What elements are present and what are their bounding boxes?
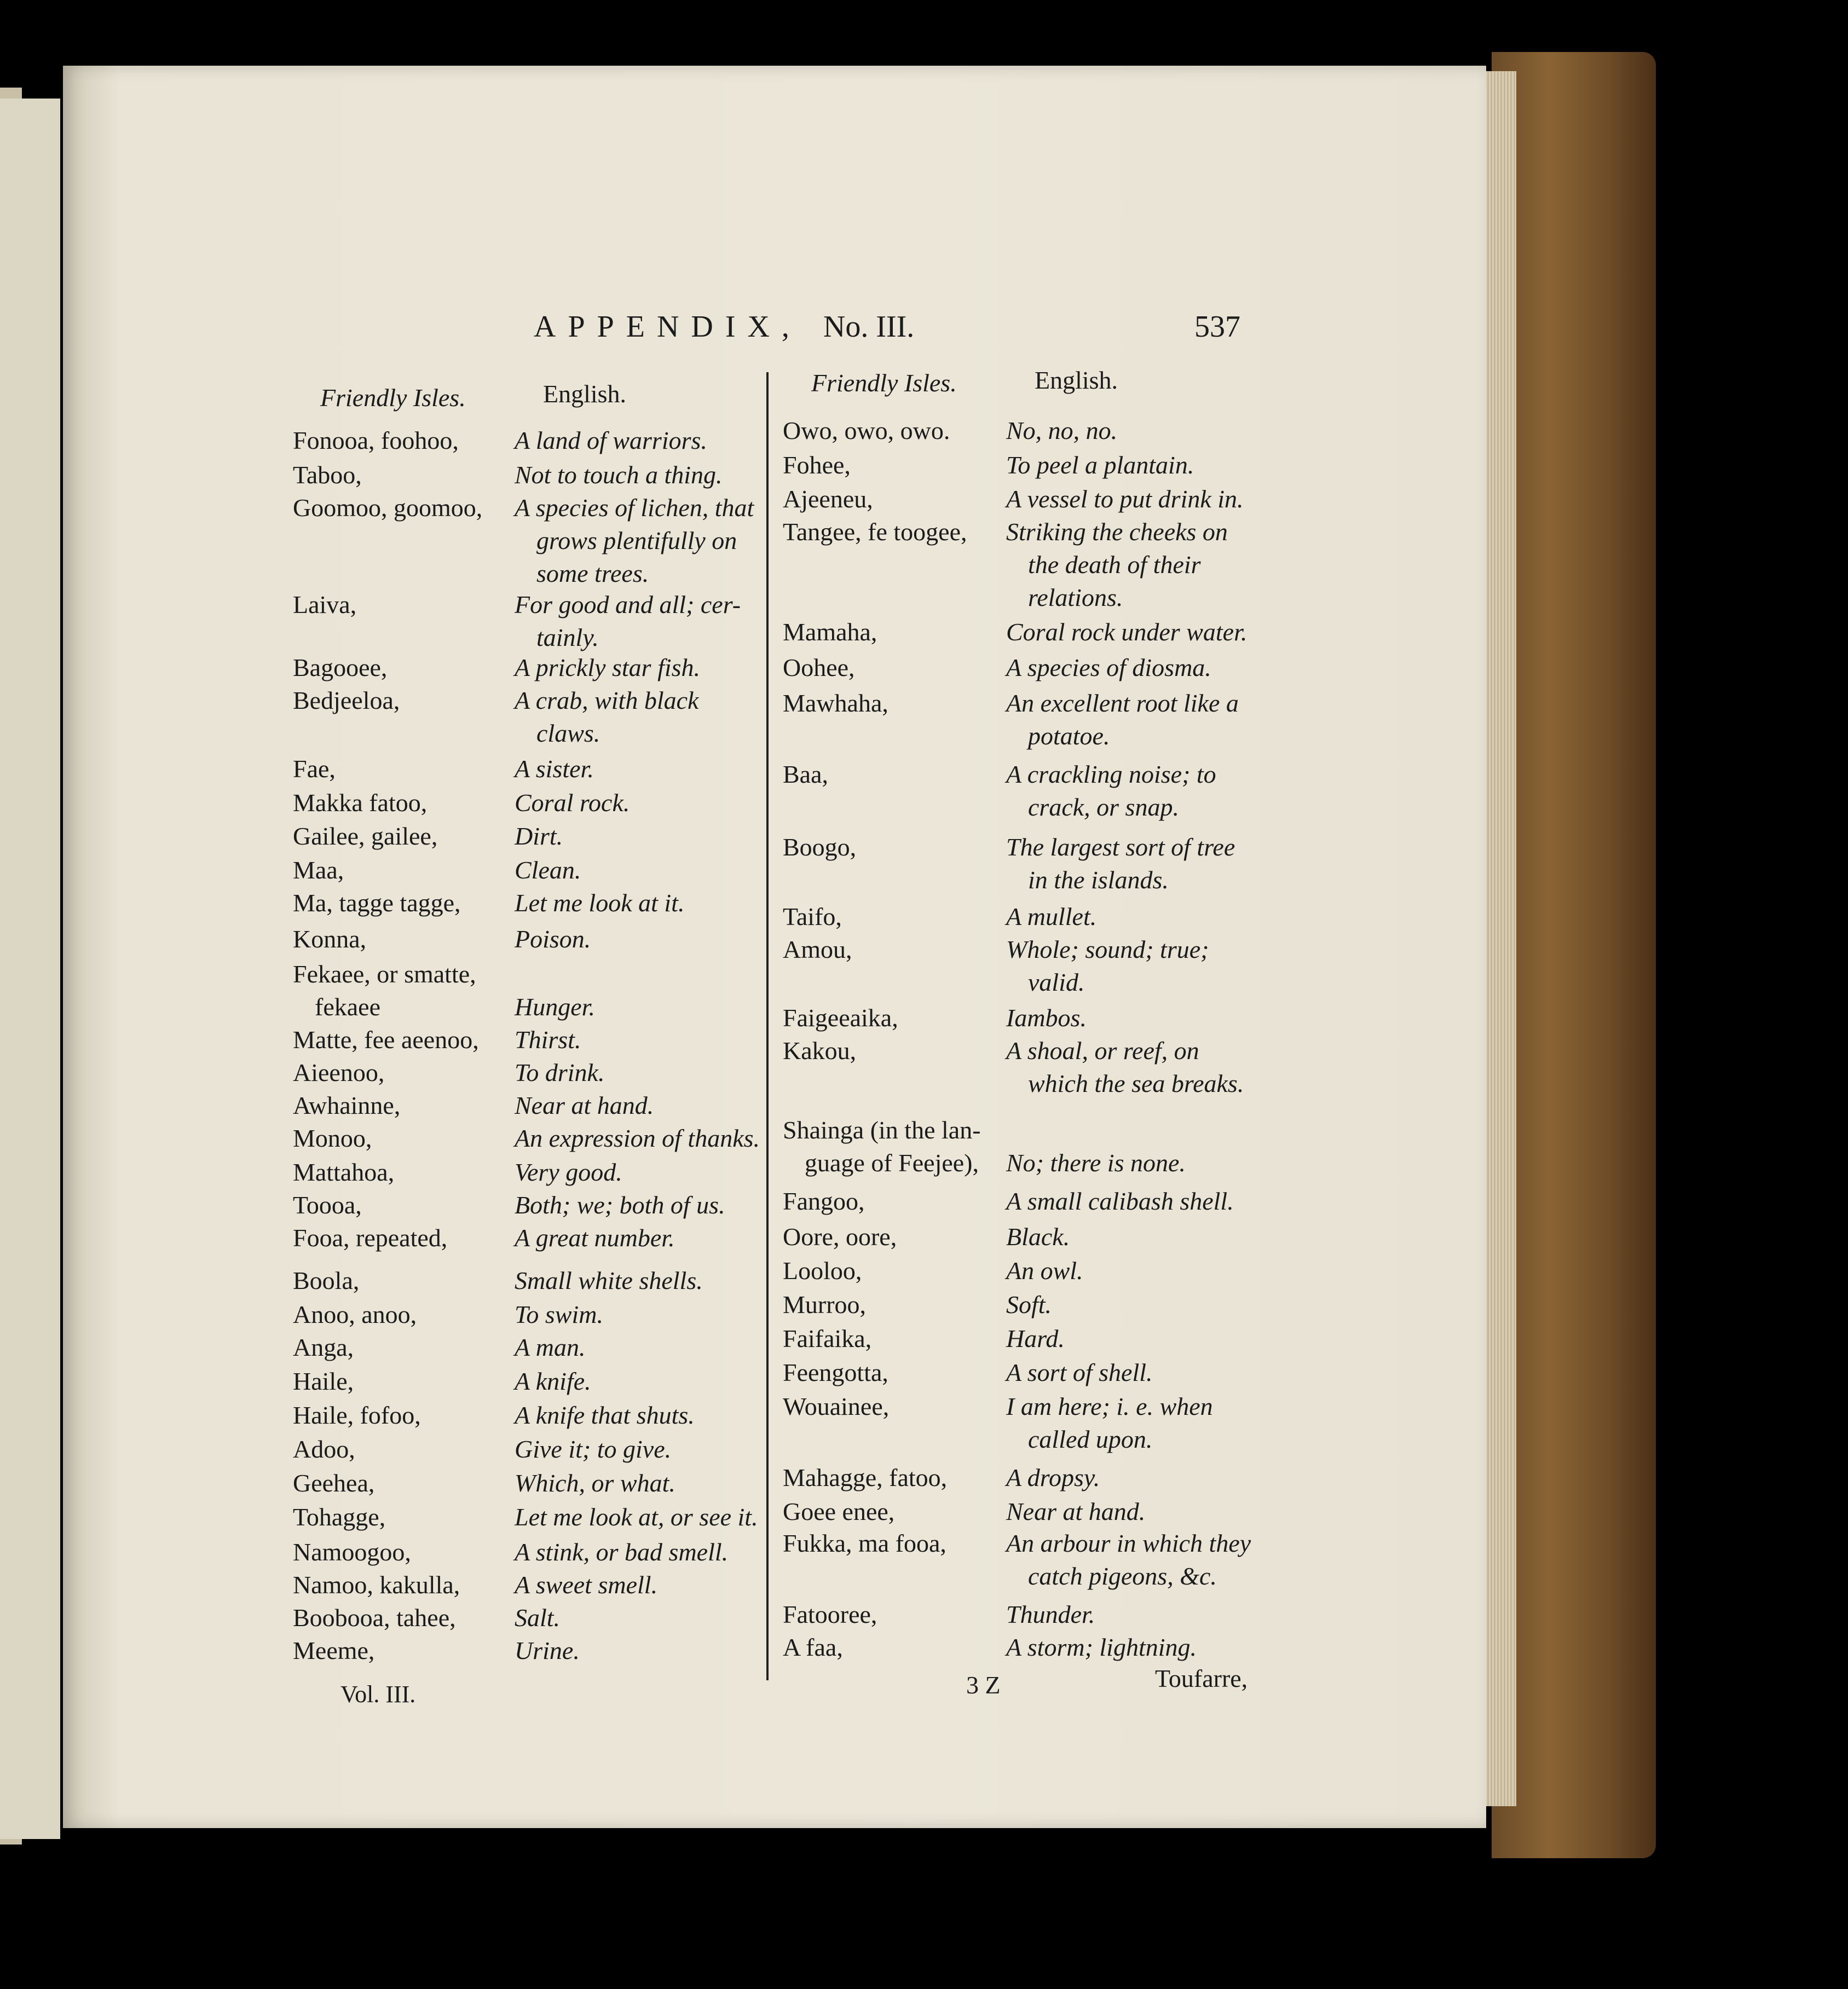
entry-gloss — [515, 1331, 586, 1364]
entry-term-text: Namoogoo, — [293, 1538, 411, 1566]
entry-gloss-line: Both; we; both of us. — [515, 1191, 725, 1219]
entry-gloss-line: A sort of shell. — [1006, 1358, 1153, 1386]
entry-gloss-line: A mullet. — [1006, 903, 1097, 930]
entry-gloss-line: tainly. — [536, 623, 599, 651]
entry-gloss — [515, 1433, 671, 1466]
running-head-title: APPENDIX, — [534, 310, 801, 344]
entry-term-text: Anoo, anoo, — [293, 1300, 417, 1328]
entry-gloss-line: called upon. — [1028, 1425, 1153, 1453]
entry-term-text: Konna, — [293, 925, 367, 953]
entry-term-text: Bagooee, — [293, 654, 388, 681]
entry-term-continuation: fekaee — [315, 993, 380, 1021]
entry-term-text: Tangee, fe toogee, — [783, 518, 967, 546]
entry-gloss-line: Iambos. — [1006, 1004, 1087, 1032]
entry-term — [293, 1024, 479, 1056]
entry-term — [783, 1527, 946, 1560]
entry-gloss — [1006, 414, 1117, 447]
entry-term — [783, 1322, 871, 1355]
entry-term-text: Boobooa, tahee, — [293, 1604, 456, 1632]
page-number: 537 — [1194, 310, 1240, 344]
entry-term-text: Fonooa, foohoo, — [293, 426, 459, 454]
entry-gloss — [1006, 1002, 1087, 1034]
entry-gloss — [1006, 1495, 1145, 1528]
entry-term — [293, 1433, 355, 1466]
entry-gloss — [1006, 1254, 1083, 1287]
catchword: Toufarre, — [1155, 1664, 1248, 1692]
entry-term — [293, 1156, 394, 1189]
entry-gloss — [515, 1264, 703, 1297]
entry-term — [293, 492, 482, 524]
entry-term — [293, 787, 427, 819]
entry-gloss — [1006, 900, 1096, 933]
entry-term — [293, 887, 461, 920]
entry-gloss-line: A knife that shuts. — [515, 1401, 695, 1429]
entry-gloss-line: A land of warriors. — [515, 426, 707, 454]
entry-term-text: Fekaee, or smatte, — [293, 960, 476, 988]
entry-gloss — [515, 1024, 581, 1056]
entry-term — [783, 483, 873, 516]
left-page — [0, 99, 60, 1839]
entry-gloss-line: An excellent root like a — [1006, 689, 1239, 717]
entry-term — [293, 1536, 411, 1569]
entry-term-text: Wouainee, — [783, 1392, 890, 1420]
entry-term — [293, 923, 366, 956]
entry-term — [293, 854, 344, 887]
entry-term — [783, 616, 877, 649]
entry-gloss — [1006, 758, 1216, 824]
entry-term — [293, 1089, 400, 1122]
entry-term-text: Bedjeeloa, — [293, 686, 400, 714]
entry-gloss-line: the death of their — [1028, 551, 1201, 579]
entry-gloss-line: relations. — [1028, 583, 1123, 611]
entry-gloss — [515, 424, 707, 457]
entry-gloss — [515, 588, 741, 654]
entry-gloss-line: A knife. — [515, 1367, 591, 1395]
entry-term — [783, 1356, 888, 1389]
entry-gloss — [515, 492, 754, 590]
entry-term-text: Namoo, kakulla, — [293, 1571, 460, 1599]
entry-gloss-line: An owl. — [1006, 1257, 1083, 1285]
entry-gloss-line: To drink. — [515, 1059, 605, 1086]
entry-gloss-line: A sister. — [515, 755, 594, 783]
entry-term-text: Ajeeneu, — [783, 485, 873, 513]
entry-gloss — [515, 1399, 695, 1432]
entry-gloss — [1006, 1461, 1100, 1494]
entry-term-text: Makka fatoo, — [293, 789, 428, 817]
entry-gloss-line: crack, or snap. — [1028, 793, 1179, 821]
entry-gloss-line: Soft. — [1006, 1291, 1052, 1319]
entry-term-text: Taboo, — [293, 461, 362, 489]
entry-gloss — [515, 854, 581, 887]
entry-gloss-line: Poison. — [515, 925, 591, 953]
entry-gloss-line: An arbour in which they — [1006, 1529, 1251, 1557]
entry-gloss-line: Let me look at, or see it. — [515, 1503, 758, 1531]
entry-gloss-line: A crackling noise; to — [1006, 760, 1216, 788]
entry-gloss-line: Hunger. — [515, 993, 595, 1021]
entry-gloss-line: Not to touch a thing. — [515, 461, 723, 489]
entry-term — [293, 1189, 362, 1222]
entry-term — [783, 516, 967, 548]
entry-gloss-line: Clean. — [515, 856, 581, 884]
entry-term — [293, 958, 476, 1024]
entry-term — [293, 1634, 374, 1667]
entry-term-text: Fatooree, — [783, 1600, 877, 1628]
entry-gloss-line: A man. — [515, 1333, 586, 1361]
entry-term — [293, 459, 362, 492]
entry-term-text: Owo, owo, owo. — [783, 417, 950, 444]
entry-gloss-line: A stink, or bad smell. — [515, 1538, 729, 1566]
entry-gloss — [515, 1056, 604, 1089]
running-head — [534, 309, 914, 344]
entry-gloss — [1006, 831, 1235, 897]
entry-gloss — [1006, 1356, 1153, 1389]
entry-term — [293, 651, 387, 684]
entry-term — [293, 1365, 354, 1398]
entry-term-text: A faa, — [783, 1633, 843, 1661]
entry-term-text: Fae, — [293, 755, 336, 783]
left-heading-term: Friendly Isles. — [320, 384, 466, 412]
entry-gloss-line: Thunder. — [1006, 1600, 1095, 1628]
entry-term-text: Mawhaha, — [783, 689, 888, 717]
entry-gloss-line: potatoe. — [1028, 722, 1110, 750]
entry-term-text: Haile, fofoo, — [293, 1401, 421, 1429]
entry-gloss-line: No; there is none. — [1006, 1149, 1186, 1177]
entry-gloss — [1006, 1185, 1234, 1218]
entry-term-text: Faigeeaika, — [783, 1004, 898, 1032]
entry-term — [783, 1495, 894, 1528]
entry-gloss — [1006, 1390, 1213, 1456]
entry-term — [783, 1461, 947, 1494]
book-cover — [1492, 52, 1656, 1858]
entry-gloss — [1006, 1322, 1065, 1355]
right-heading-gloss: English. — [1035, 366, 1118, 394]
left-heading-gloss: English. — [543, 380, 627, 408]
entry-gloss-line: A storm; lightning. — [1006, 1633, 1197, 1661]
entry-term — [783, 831, 856, 864]
entry-gloss-line: To swim. — [515, 1300, 603, 1328]
entry-gloss — [515, 651, 700, 684]
entry-term-text: Oohee, — [783, 654, 855, 681]
entry-term — [293, 1331, 354, 1364]
entry-term — [783, 651, 855, 684]
entry-gloss-line: A vessel to put drink in. — [1006, 485, 1244, 513]
entry-term-text: Goee enee, — [783, 1497, 895, 1525]
entry-gloss-line: A dropsy. — [1006, 1464, 1100, 1491]
entry-term — [783, 1002, 898, 1034]
entry-gloss-line: Urine. — [515, 1637, 580, 1664]
entry-term — [293, 424, 459, 457]
entry-term-text: Oore, oore, — [783, 1223, 897, 1251]
entry-gloss-line: claws. — [536, 719, 600, 747]
entry-term — [783, 933, 852, 966]
entry-gloss-line: catch pigeons, &c. — [1028, 1562, 1217, 1590]
entry-term-text: Adoo, — [293, 1435, 355, 1463]
entry-term-text: Anga, — [293, 1333, 354, 1361]
entry-gloss — [515, 787, 630, 819]
entry-gloss — [515, 1298, 603, 1331]
volume-label: Vol. III. — [340, 1681, 416, 1708]
entry-term — [293, 1601, 456, 1634]
entry-term-text: Taifo, — [783, 903, 842, 930]
entry-gloss-line: A shoal, or reef, on — [1006, 1037, 1199, 1065]
entry-gloss-line: grows plentifully on — [536, 527, 737, 554]
entry-gloss — [1006, 1034, 1244, 1100]
entry-gloss-line: A species of diosma. — [1006, 654, 1211, 681]
entry-gloss-line: Let me look at it. — [515, 889, 685, 917]
entry-gloss — [515, 1601, 560, 1634]
entry-gloss-line: in the islands. — [1028, 866, 1169, 894]
entry-gloss-line: Coral rock. — [515, 789, 630, 817]
entry-gloss-line: Hard. — [1006, 1325, 1065, 1352]
entry-gloss-line: A sweet smell. — [515, 1571, 658, 1599]
entry-term — [293, 684, 400, 717]
entry-term — [783, 414, 950, 447]
entry-gloss — [1006, 1631, 1197, 1664]
entry-term — [783, 687, 888, 720]
entry-term — [783, 1288, 866, 1321]
entry-gloss — [1006, 1527, 1251, 1593]
entry-term-text: Looloo, — [783, 1257, 862, 1285]
entry-term-text: Fohee, — [783, 451, 851, 479]
entry-term — [783, 758, 828, 791]
entry-gloss-line: some trees. — [536, 559, 649, 587]
entry-term-text: Maa, — [293, 856, 344, 884]
entry-term — [293, 1399, 421, 1432]
entry-term-text: Faifaika, — [783, 1325, 872, 1352]
entry-term — [293, 1298, 417, 1331]
entry-gloss-line: Salt. — [515, 1604, 561, 1632]
entry-term-text: Mamaha, — [783, 618, 877, 646]
entry-term-text: Boogo, — [783, 833, 857, 861]
entry-term-text: Gailee, gailee, — [293, 822, 438, 850]
entry-term — [293, 1264, 359, 1297]
signature-mark: 3 Z — [966, 1671, 1001, 1699]
entry-gloss — [515, 887, 684, 920]
entry-term-text: Amou, — [783, 935, 852, 963]
entry-term — [783, 1598, 877, 1631]
entry-term-text: Fooa, repeated, — [293, 1224, 448, 1252]
entry-term-text: Laiva, — [293, 591, 357, 618]
entry-term-text: Monoo, — [293, 1124, 372, 1152]
entry-gloss-line: Whole; sound; true; — [1006, 935, 1209, 963]
entry-gloss-line: Which, or what. — [515, 1469, 675, 1497]
entry-gloss — [1006, 687, 1239, 753]
entry-term-text: Geehea, — [293, 1469, 375, 1497]
entry-term-text: Feengotta, — [783, 1358, 888, 1386]
entry-gloss — [515, 459, 723, 492]
entry-term-text: Baa, — [783, 760, 829, 788]
entry-gloss — [515, 1634, 580, 1667]
entry-gloss — [1006, 449, 1194, 482]
entry-gloss — [1006, 651, 1211, 684]
entry-gloss-line: which the sea breaks. — [1028, 1069, 1244, 1097]
entry-gloss — [515, 991, 595, 1024]
entry-term-text: Tohagge, — [293, 1503, 386, 1531]
entry-gloss-line: Give it; to give. — [515, 1435, 672, 1463]
entry-term — [783, 1390, 889, 1423]
right-heading-term: Friendly Isles. — [811, 369, 957, 397]
entry-term-text: Kakou, — [783, 1037, 857, 1065]
entry-term-continuation: guage of Feejee), — [805, 1149, 979, 1177]
entry-gloss — [515, 1089, 654, 1122]
entry-term — [293, 1501, 385, 1534]
entry-term — [293, 588, 356, 621]
entry-gloss — [515, 1569, 657, 1601]
entry-term — [783, 1114, 981, 1179]
entry-term-text: Shainga (in the lan- — [783, 1116, 981, 1144]
entry-gloss — [1006, 516, 1228, 614]
entry-term-text: Murroo, — [783, 1291, 867, 1319]
entry-term-text: Aieenoo, — [293, 1059, 385, 1086]
entry-gloss — [515, 1156, 622, 1189]
entry-term-text: Toooa, — [293, 1191, 362, 1219]
entry-gloss-line: Thirst. — [515, 1026, 581, 1054]
entry-gloss-line: The largest sort of tree — [1006, 833, 1235, 861]
entry-term-text: Meeme, — [293, 1637, 375, 1664]
entry-term-text: Fangoo, — [783, 1187, 865, 1215]
entry-gloss — [515, 753, 594, 785]
entry-term — [783, 1221, 897, 1253]
entry-gloss — [515, 1122, 760, 1155]
entry-gloss — [515, 1189, 725, 1222]
entry-gloss-line: I am here; i. e. when — [1006, 1392, 1213, 1420]
entry-term — [293, 1569, 460, 1601]
entry-term — [783, 449, 851, 482]
entry-term-text: Haile, — [293, 1367, 354, 1395]
entry-gloss-line: A small calibash shell. — [1006, 1187, 1234, 1215]
entry-gloss — [1006, 1598, 1095, 1631]
entry-term — [293, 753, 336, 785]
entry-gloss-line: Near at hand. — [1006, 1497, 1146, 1525]
entry-term — [293, 1122, 372, 1155]
entry-term — [293, 1056, 384, 1089]
entry-gloss-line: An expression of thanks. — [515, 1124, 760, 1152]
entry-gloss — [515, 1222, 675, 1254]
entry-gloss — [515, 684, 698, 750]
entry-gloss-line: A crab, with black — [515, 686, 699, 714]
entry-gloss-line: valid. — [1028, 968, 1085, 996]
running-head-number: No. III. — [823, 310, 915, 344]
column-rule — [766, 372, 769, 1680]
entry-gloss-line: To peel a plantain. — [1006, 451, 1194, 479]
entry-gloss-line: For good and all; cer- — [515, 591, 741, 618]
entry-gloss-line: No, no, no. — [1006, 417, 1118, 444]
entry-term — [293, 1222, 447, 1254]
entry-gloss-line: A species of lichen, that — [515, 494, 754, 522]
entry-term-text: Ma, tagge tagge, — [293, 889, 461, 917]
entry-gloss — [515, 1536, 728, 1569]
entry-term — [293, 1467, 374, 1500]
entry-term — [783, 1631, 843, 1664]
entry-term — [783, 1185, 865, 1218]
entry-term — [293, 820, 437, 853]
entry-gloss — [515, 923, 591, 956]
entry-term — [783, 1034, 856, 1067]
entry-term — [783, 900, 842, 933]
entry-gloss-line: Black. — [1006, 1223, 1070, 1251]
entry-term-text: Mattahoa, — [293, 1158, 395, 1186]
entry-gloss — [515, 820, 563, 853]
entry-gloss-line: Striking the cheeks on — [1006, 518, 1228, 546]
entry-gloss — [1006, 1147, 1186, 1179]
entry-gloss — [515, 1365, 591, 1398]
entry-gloss — [1006, 933, 1209, 999]
entry-gloss — [1006, 1288, 1052, 1321]
entry-gloss-line: Near at hand. — [515, 1091, 654, 1119]
entry-gloss — [1006, 1221, 1070, 1253]
entry-gloss — [515, 1501, 758, 1534]
entry-gloss — [515, 1467, 675, 1500]
entry-term-text: Fukka, ma fooa, — [783, 1529, 946, 1557]
entry-gloss-line: Very good. — [515, 1158, 622, 1186]
entry-term-text: Mahagge, fatoo, — [783, 1464, 948, 1491]
entry-gloss-line: Dirt. — [515, 822, 563, 850]
entry-gloss-line: A prickly star fish. — [515, 654, 701, 681]
entry-term-text: Matte, fee aeenoo, — [293, 1026, 479, 1054]
entry-term — [783, 1254, 862, 1287]
entry-term-text: Awhainne, — [293, 1091, 401, 1119]
entry-gloss-line: Small white shells. — [515, 1267, 703, 1294]
entry-gloss-line: A great number. — [515, 1224, 675, 1252]
entry-term-text: Boola, — [293, 1267, 360, 1294]
entry-term-text: Goomoo, goomoo, — [293, 494, 483, 522]
entry-gloss — [1006, 483, 1244, 516]
entry-gloss — [1006, 616, 1247, 649]
entry-gloss-line: Coral rock under water. — [1006, 618, 1248, 646]
